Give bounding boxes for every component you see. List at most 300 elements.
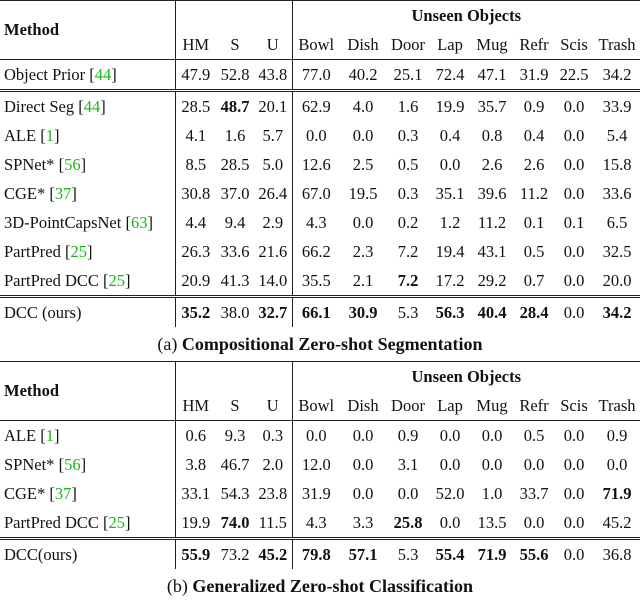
method-cell <box>0 539 175 570</box>
value-cell <box>386 297 430 328</box>
value: 0.0 <box>563 425 585 445</box>
value: 0.3 <box>397 183 419 203</box>
value-cell <box>386 421 430 451</box>
column-header: U <box>254 30 292 60</box>
caption-label: (b) <box>166 576 188 596</box>
value-cell <box>340 179 386 208</box>
column-header: U <box>254 391 292 421</box>
value: 2.1 <box>352 270 374 290</box>
value-cell <box>470 266 514 297</box>
value-cell <box>386 266 430 297</box>
value-cell <box>430 179 470 208</box>
value: 0.0 <box>563 96 585 116</box>
caption-title: Generalized Zero-shot Classification <box>192 576 474 596</box>
value: 54.3 <box>220 483 250 503</box>
value: 28.4 <box>519 302 549 322</box>
method-name: ALE <box>4 125 37 145</box>
value-cell <box>594 91 640 122</box>
value: 0.0 <box>439 425 461 445</box>
method-name: DCC(ours) <box>4 544 78 564</box>
value: 0.3 <box>397 125 419 145</box>
value-cell <box>175 421 216 451</box>
value: 0.0 <box>563 125 585 145</box>
value-cell <box>254 508 292 539</box>
method-cell: CGE* [37] <box>0 479 175 508</box>
method-cell: PartPred DCC [25] <box>0 508 175 539</box>
table-row <box>0 297 640 328</box>
value-cell <box>470 60 514 91</box>
value-cell <box>175 179 216 208</box>
value: 20.0 <box>602 270 632 290</box>
value-cell <box>386 208 430 237</box>
value: 13.5 <box>477 512 507 532</box>
value: 4.3 <box>305 512 327 532</box>
value-cell <box>594 121 640 150</box>
value: 0.0 <box>305 125 327 145</box>
column-header: Mug <box>470 391 514 421</box>
value-cell <box>594 60 640 91</box>
value: 0.4 <box>439 125 461 145</box>
value: 19.9 <box>181 512 211 532</box>
value-cell <box>430 266 470 297</box>
value: 45.2 <box>258 544 288 564</box>
value-cell <box>175 266 216 297</box>
method-name: SPNet* <box>4 154 55 174</box>
value: 0.0 <box>397 483 419 503</box>
value: 35.1 <box>435 183 465 203</box>
value-cell <box>430 508 470 539</box>
value-cell <box>254 237 292 266</box>
value-cell <box>216 179 254 208</box>
value-cell <box>554 266 594 297</box>
column-header: Bowl <box>292 391 340 421</box>
method-name: PartPred DCC <box>4 270 99 290</box>
value-cell <box>386 121 430 150</box>
value: 4.0 <box>352 96 374 116</box>
column-header: Bowl <box>292 30 340 60</box>
value-cell <box>554 60 594 91</box>
value-cell <box>430 60 470 91</box>
value: 73.2 <box>220 544 250 564</box>
table-caption <box>0 569 640 603</box>
value-cell <box>216 479 254 508</box>
value-cell <box>554 421 594 451</box>
value: 21.6 <box>258 241 288 261</box>
value: 9.3 <box>224 425 246 445</box>
column-header: Dish <box>340 391 386 421</box>
value-cell <box>292 450 340 479</box>
value-cell <box>386 508 430 539</box>
value-cell <box>470 479 514 508</box>
value-cell <box>216 208 254 237</box>
value: 4.1 <box>185 125 207 145</box>
value: 0.8 <box>481 125 503 145</box>
table-row <box>0 208 640 237</box>
value-cell <box>430 297 470 328</box>
value-cell <box>254 297 292 328</box>
value-cell <box>386 450 430 479</box>
value-cell <box>470 421 514 451</box>
table-row <box>0 91 640 122</box>
value-cell <box>554 508 594 539</box>
value: 0.0 <box>523 454 545 474</box>
value: 19.4 <box>435 241 465 261</box>
value: 7.2 <box>397 270 419 290</box>
value: 48.7 <box>220 96 250 116</box>
value: 2.6 <box>523 154 545 174</box>
method-name: 3D-PointCapsNet <box>4 212 122 232</box>
value: 0.4 <box>523 125 545 145</box>
value: 34.2 <box>602 64 632 84</box>
value-cell <box>514 508 554 539</box>
value: 23.8 <box>258 483 288 503</box>
value-cell <box>430 150 470 179</box>
column-header: Lap <box>430 391 470 421</box>
value: 0.0 <box>606 454 628 474</box>
value: 7.2 <box>397 241 419 261</box>
value-cell <box>386 237 430 266</box>
value-cell <box>216 91 254 122</box>
method-cell: SPNet* [56] <box>0 450 175 479</box>
value: 25.1 <box>393 64 423 84</box>
value: 11.2 <box>519 183 549 203</box>
table-row <box>0 508 640 539</box>
value: 12.0 <box>301 454 331 474</box>
value: 0.0 <box>523 512 545 532</box>
value-cell <box>292 297 340 328</box>
value-cell <box>594 450 640 479</box>
value: 33.6 <box>602 183 632 203</box>
value-cell <box>430 91 470 122</box>
value: 67.0 <box>301 183 331 203</box>
value: 71.9 <box>602 483 632 503</box>
value: 1.2 <box>439 212 461 232</box>
value: 30.9 <box>348 302 378 322</box>
value: 33.1 <box>181 483 211 503</box>
value-cell <box>216 508 254 539</box>
value-cell <box>386 539 430 570</box>
value: 55.6 <box>519 544 549 564</box>
value: 66.1 <box>301 302 331 322</box>
value: 77.0 <box>301 64 331 84</box>
value-cell <box>292 121 340 150</box>
value: 0.7 <box>523 270 545 290</box>
value-cell <box>175 479 216 508</box>
value-cell <box>340 479 386 508</box>
value-cell <box>175 60 216 91</box>
table-cls <box>0 361 640 569</box>
value-cell <box>594 479 640 508</box>
value-cell <box>340 450 386 479</box>
value: 6.5 <box>606 212 628 232</box>
value-cell <box>292 179 340 208</box>
value-cell <box>292 421 340 451</box>
value: 0.5 <box>397 154 419 174</box>
value: 20.9 <box>181 270 211 290</box>
value-cell <box>594 508 640 539</box>
method-name: SPNet* <box>4 454 55 474</box>
value-cell <box>594 237 640 266</box>
value-cell <box>470 121 514 150</box>
column-header: Refr <box>514 391 554 421</box>
value-cell <box>340 208 386 237</box>
value: 19.9 <box>435 96 465 116</box>
value-cell <box>470 179 514 208</box>
value-cell <box>470 450 514 479</box>
value-cell <box>554 179 594 208</box>
citation-link[interactable]: 25 <box>108 512 125 532</box>
value-cell <box>430 208 470 237</box>
value: 40.4 <box>477 302 507 322</box>
value-cell <box>554 208 594 237</box>
value-cell <box>340 150 386 179</box>
value-cell <box>175 450 216 479</box>
value: 35.7 <box>477 96 507 116</box>
value: 56.3 <box>435 302 465 322</box>
value: 1.6 <box>224 125 246 145</box>
value-cell <box>514 539 554 570</box>
value: 0.1 <box>523 212 545 232</box>
citation-link[interactable]: 44 <box>94 64 112 84</box>
value-cell <box>254 266 292 297</box>
method-name: CGE* <box>4 183 46 203</box>
value-cell <box>254 60 292 91</box>
method-header: Method <box>0 1 175 60</box>
caption-title: Compositional Zero-shot Segmentation <box>181 334 483 354</box>
value-cell <box>254 179 292 208</box>
value-cell <box>340 297 386 328</box>
value: 0.9 <box>606 425 628 445</box>
value-cell <box>470 297 514 328</box>
value-cell <box>340 539 386 570</box>
method-cell: PartPred [25] <box>0 237 175 266</box>
value: 26.4 <box>258 183 288 203</box>
value-cell <box>594 297 640 328</box>
value: 12.6 <box>301 154 331 174</box>
table-row <box>0 150 640 179</box>
value-cell <box>386 91 430 122</box>
value-cell <box>175 237 216 266</box>
value: 19.5 <box>348 183 378 203</box>
value: 32.5 <box>602 241 632 261</box>
value-cell <box>430 421 470 451</box>
value: 62.9 <box>301 96 331 116</box>
value: 29.2 <box>477 270 507 290</box>
citation-link[interactable]: 37 <box>54 183 72 203</box>
method-cell: Direct Seg [44] <box>0 91 175 122</box>
value: 0.0 <box>563 483 585 503</box>
value: 0.0 <box>352 425 374 445</box>
method-cell: ALE [1] <box>0 121 175 150</box>
method-cell: Object Prior [44] <box>0 60 175 91</box>
table-row <box>0 121 640 150</box>
table-row <box>0 60 640 91</box>
value: 4.4 <box>185 212 207 232</box>
column-header: S <box>216 391 254 421</box>
value: 8.5 <box>185 154 207 174</box>
value: 40.2 <box>348 64 378 84</box>
value: 0.0 <box>481 425 503 445</box>
value-cell <box>292 266 340 297</box>
value-cell <box>554 539 594 570</box>
value: 55.9 <box>181 544 211 564</box>
table-row <box>0 479 640 508</box>
value-cell <box>386 150 430 179</box>
citation-link[interactable]: 63 <box>130 212 148 232</box>
value: 41.3 <box>220 270 250 290</box>
value: 37.0 <box>220 183 250 203</box>
header-row <box>0 362 640 392</box>
value-cell <box>292 150 340 179</box>
value-cell <box>554 91 594 122</box>
value-cell <box>594 539 640 570</box>
value-cell <box>430 479 470 508</box>
citation-link[interactable]: 25 <box>108 270 125 290</box>
value-cell <box>514 450 554 479</box>
table-row <box>0 539 640 570</box>
value: 2.6 <box>481 154 503 174</box>
value: 0.0 <box>439 154 461 174</box>
column-header: Trash <box>594 30 640 60</box>
value-cell <box>514 237 554 266</box>
table-row <box>0 421 640 451</box>
method-cell: CGE* [37] <box>0 179 175 208</box>
value: 14.0 <box>258 270 288 290</box>
value: 0.0 <box>563 270 585 290</box>
value: 43.1 <box>477 241 507 261</box>
value: 26.3 <box>181 241 211 261</box>
value: 0.1 <box>563 212 585 232</box>
value: 28.5 <box>181 96 211 116</box>
method-cell: ALE [1] <box>0 421 175 451</box>
value: 43.8 <box>258 64 288 84</box>
value: 2.0 <box>262 454 284 474</box>
citation-link[interactable]: 56 <box>64 154 81 174</box>
value: 0.0 <box>352 125 374 145</box>
value: 79.8 <box>301 544 331 564</box>
value-cell <box>175 539 216 570</box>
value: 71.9 <box>477 544 507 564</box>
value: 5.3 <box>397 302 419 322</box>
citation-link[interactable]: 1 <box>45 425 54 445</box>
value-cell <box>292 479 340 508</box>
table-caption <box>0 327 640 361</box>
value-cell <box>470 150 514 179</box>
citation-link[interactable]: 56 <box>64 454 81 474</box>
value: 31.9 <box>301 483 331 503</box>
column-header: HM <box>175 30 216 60</box>
value-cell <box>594 421 640 451</box>
method-cell <box>0 297 175 328</box>
value-cell <box>514 150 554 179</box>
value-cell <box>175 150 216 179</box>
value: 11.5 <box>258 512 287 532</box>
value-cell <box>292 539 340 570</box>
value-cell <box>216 237 254 266</box>
table-row <box>0 450 640 479</box>
value: 28.5 <box>220 154 250 174</box>
value-cell <box>175 91 216 122</box>
value: 5.7 <box>262 125 284 145</box>
citation-link[interactable]: 1 <box>45 125 54 145</box>
value: 0.0 <box>352 483 374 503</box>
value-cell <box>216 150 254 179</box>
value-cell <box>292 237 340 266</box>
value: 5.3 <box>397 544 419 564</box>
value-cell <box>216 539 254 570</box>
method-name: Direct Seg <box>4 96 75 116</box>
value-cell <box>175 121 216 150</box>
value: 0.0 <box>439 454 461 474</box>
method-cell: SPNet* [56] <box>0 150 175 179</box>
value: 5.4 <box>606 125 628 145</box>
value: 34.2 <box>602 302 632 322</box>
value: 0.0 <box>563 183 585 203</box>
value-cell <box>430 539 470 570</box>
column-header: Scis <box>554 30 594 60</box>
value-cell <box>470 237 514 266</box>
value: 0.0 <box>352 212 374 232</box>
citation-link[interactable]: 44 <box>83 96 101 116</box>
value: 35.2 <box>181 302 211 322</box>
value: 9.4 <box>224 212 246 232</box>
value: 0.2 <box>397 212 419 232</box>
value-cell <box>340 91 386 122</box>
value: 4.3 <box>305 212 327 232</box>
value: 17.2 <box>435 270 465 290</box>
value-cell <box>386 179 430 208</box>
value-cell <box>470 539 514 570</box>
value: 0.6 <box>185 425 207 445</box>
value-cell <box>254 450 292 479</box>
value: 3.3 <box>352 512 374 532</box>
value: 66.2 <box>301 241 331 261</box>
citation-link[interactable]: 25 <box>70 241 87 261</box>
value: 55.4 <box>435 544 465 564</box>
value-cell <box>175 297 216 328</box>
value: 36.8 <box>602 544 632 564</box>
value: 15.8 <box>602 154 632 174</box>
value-cell <box>470 208 514 237</box>
value: 52.0 <box>435 483 465 503</box>
method-name: DCC (ours) <box>4 302 82 322</box>
value: 47.1 <box>477 64 507 84</box>
value: 33.7 <box>519 483 549 503</box>
value: 72.4 <box>435 64 465 84</box>
value: 22.5 <box>559 64 589 84</box>
value-cell <box>340 60 386 91</box>
column-header: Mug <box>470 30 514 60</box>
value-cell <box>254 479 292 508</box>
method-header: Method <box>0 362 175 421</box>
column-header: Dish <box>340 30 386 60</box>
value: 3.1 <box>397 454 419 474</box>
column-header: HM <box>175 391 216 421</box>
value: 0.9 <box>523 96 545 116</box>
column-header: Refr <box>514 30 554 60</box>
value-cell <box>340 237 386 266</box>
group-header: Unseen Objects <box>292 362 640 392</box>
table-row <box>0 237 640 266</box>
method-name: PartPred <box>4 241 61 261</box>
value: 3.8 <box>185 454 207 474</box>
value-cell <box>254 539 292 570</box>
value-cell <box>386 60 430 91</box>
citation-link[interactable]: 37 <box>54 483 72 503</box>
value-cell <box>554 450 594 479</box>
value: 45.2 <box>602 512 632 532</box>
value-cell <box>216 421 254 451</box>
